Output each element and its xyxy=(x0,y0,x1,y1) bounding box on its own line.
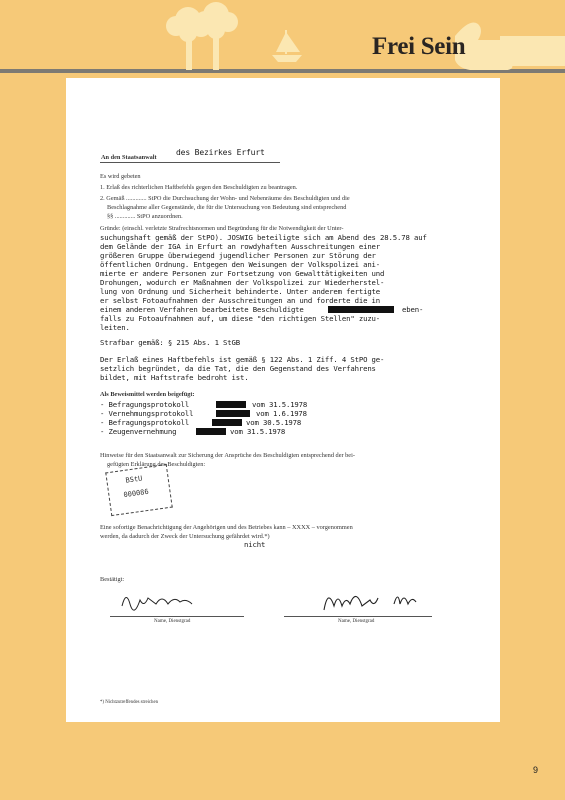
signature-line-left xyxy=(110,616,244,617)
notify-nicht: nicht xyxy=(244,540,266,549)
hinweis-line-1: Hinweise für den Staatsanwalt zur Sicherung der Ansprüche des Beschuldigten entsprechend der bei- xyxy=(100,452,355,459)
request-item-2-line-1: 2. Gemäß ............. StPO die Durchsuchung der Wohn- und Nebenräume des Beschuldigten und die xyxy=(100,195,350,202)
grounds-line: suchungshaft gemäß der StPO). JOSWIG beteiligte sich am Abend des 28.5.78 auf xyxy=(100,233,427,242)
evidence-item: - Zeugenvernehmung xyxy=(100,427,177,436)
evidence-date: vom 1.6.1978 xyxy=(256,409,307,418)
grounds-line: mierte er andere Personen zur Fortsetzung von Gewalttätigkeiten und xyxy=(100,269,385,278)
redaction-bar xyxy=(216,401,246,408)
haftbefehl-line: bildet, mit Haftstrafe bedroht ist. xyxy=(100,373,249,382)
intro-text: Es wird gebeten xyxy=(100,173,141,180)
evidence-date: vom 30.5.1978 xyxy=(246,418,302,427)
bestaetigt-label: Bestätigt: xyxy=(100,576,125,583)
addressee-prefix: An den Staatsanwalt xyxy=(101,154,157,161)
request-item-2-line-2: Beschlagnahme aller Gegenstände, die für die Untersuchung von Bedeutung sind entsprechend xyxy=(107,204,347,211)
signature-right xyxy=(320,582,430,616)
request-item-1: 1. Erlaß des richterlichen Haftbefehls gegen den Beschuldigten zu beantragen. xyxy=(100,184,298,191)
sailboat-icon xyxy=(272,30,302,62)
signature-caption-right: Name, Dienstgrad xyxy=(338,619,375,624)
grounds-line: öffentlichen Ordnung. Entgegen den Weisungen der Volkspolizei ani- xyxy=(100,260,381,269)
redaction-bar xyxy=(216,410,250,417)
redaction-bar xyxy=(212,419,242,426)
thumbs-up-icon xyxy=(455,23,565,71)
notify-line-1: Eine sofortige Benachrichtigung der Angehörigen und des Betriebes kann – XXXX – vorgenommen xyxy=(100,524,353,531)
document-page xyxy=(66,78,500,722)
grounds-heading: Gründe: (einschl. verletzte Strafrechtsnormen und Begründung für die Notwendigkeit der Unter- xyxy=(100,225,344,232)
page-number: 9 xyxy=(533,765,539,775)
evidence-item: - Befragungsprotokoll xyxy=(100,400,190,409)
evidence-date: vom 31.5.1978 xyxy=(252,400,308,409)
grounds-line: falls zu Fotoaufnahmen auf, um diese "den richtigen Stellen" zuzu- xyxy=(100,314,381,323)
redaction-bar xyxy=(196,428,226,435)
signature-left xyxy=(116,586,216,616)
stamp-number: 000086 xyxy=(123,487,150,500)
haftbefehl-line: setzlich begründet, da die Tat, die den Gegenstand des Verfahrens xyxy=(100,364,376,373)
archive-stamp xyxy=(105,464,173,516)
signature-line-right xyxy=(284,616,432,617)
grounds-line: Drohungen, wodurch er Maßnahmen der Volkspolizei zur Wiederherstel- xyxy=(100,278,385,287)
grounds-line: dem Gelände der IGA in Erfurt an rowdyhaften Ausschreitungen einer xyxy=(100,242,381,251)
grounds-line: lung von Ordnung und Sicherheit behinderte. Unter anderem fertigte xyxy=(100,287,381,296)
addressee: des Bezirkes Erfurt xyxy=(176,148,265,157)
document-scan xyxy=(66,78,500,722)
header-decoration xyxy=(0,0,565,80)
grounds-line: er selbst Fotoaufnahmen der Ausschreitungen an und forderte die in xyxy=(100,296,381,305)
grounds-line: leiten. xyxy=(100,323,130,332)
stamp-label: BStU xyxy=(125,474,143,485)
addressee-underline xyxy=(100,162,280,163)
hinweis-line-2: gefügten Erklärung des Beschuldigten: xyxy=(107,461,206,468)
footnote: *) Nichtzutreffendes streichen xyxy=(100,700,158,705)
signature-caption-left: Name, Dienstgrad xyxy=(154,619,191,624)
tree-icon xyxy=(166,2,238,70)
evidence-heading: Als Beweismittel werden beigefügt: xyxy=(100,391,195,398)
evidence-date: vom 31.5.1978 xyxy=(230,427,286,436)
strafbar-line: Strafbar gemäß: § 215 Abs. 1 StGB xyxy=(100,338,241,347)
evidence-item: - Befragungsprotokoll xyxy=(100,418,190,427)
haftbefehl-line: Der Erlaß eines Haftbefehls ist gemäß § 122 Abs. 1 Ziff. 4 StPO ge- xyxy=(100,355,385,364)
grounds-line: größeren Gruppe überwiegend jugendlicher Personen zur Störung der xyxy=(100,251,376,260)
notify-line-2: werden, da dadurch der Zweck der Untersuchung gefährdet wird.*) xyxy=(100,533,270,540)
request-item-2-line-3: §§ ............. StPO anzuordnen. xyxy=(107,213,183,220)
brand-title: Frei Sein xyxy=(372,33,466,60)
evidence-item: - Vernehmungsprotokoll xyxy=(100,409,194,418)
grounds-line: einem anderen Verfahren bearbeitete Beschuldigte xyxy=(100,305,304,314)
redaction-bar xyxy=(328,306,394,313)
grounds-line-end: eben- xyxy=(402,305,424,314)
